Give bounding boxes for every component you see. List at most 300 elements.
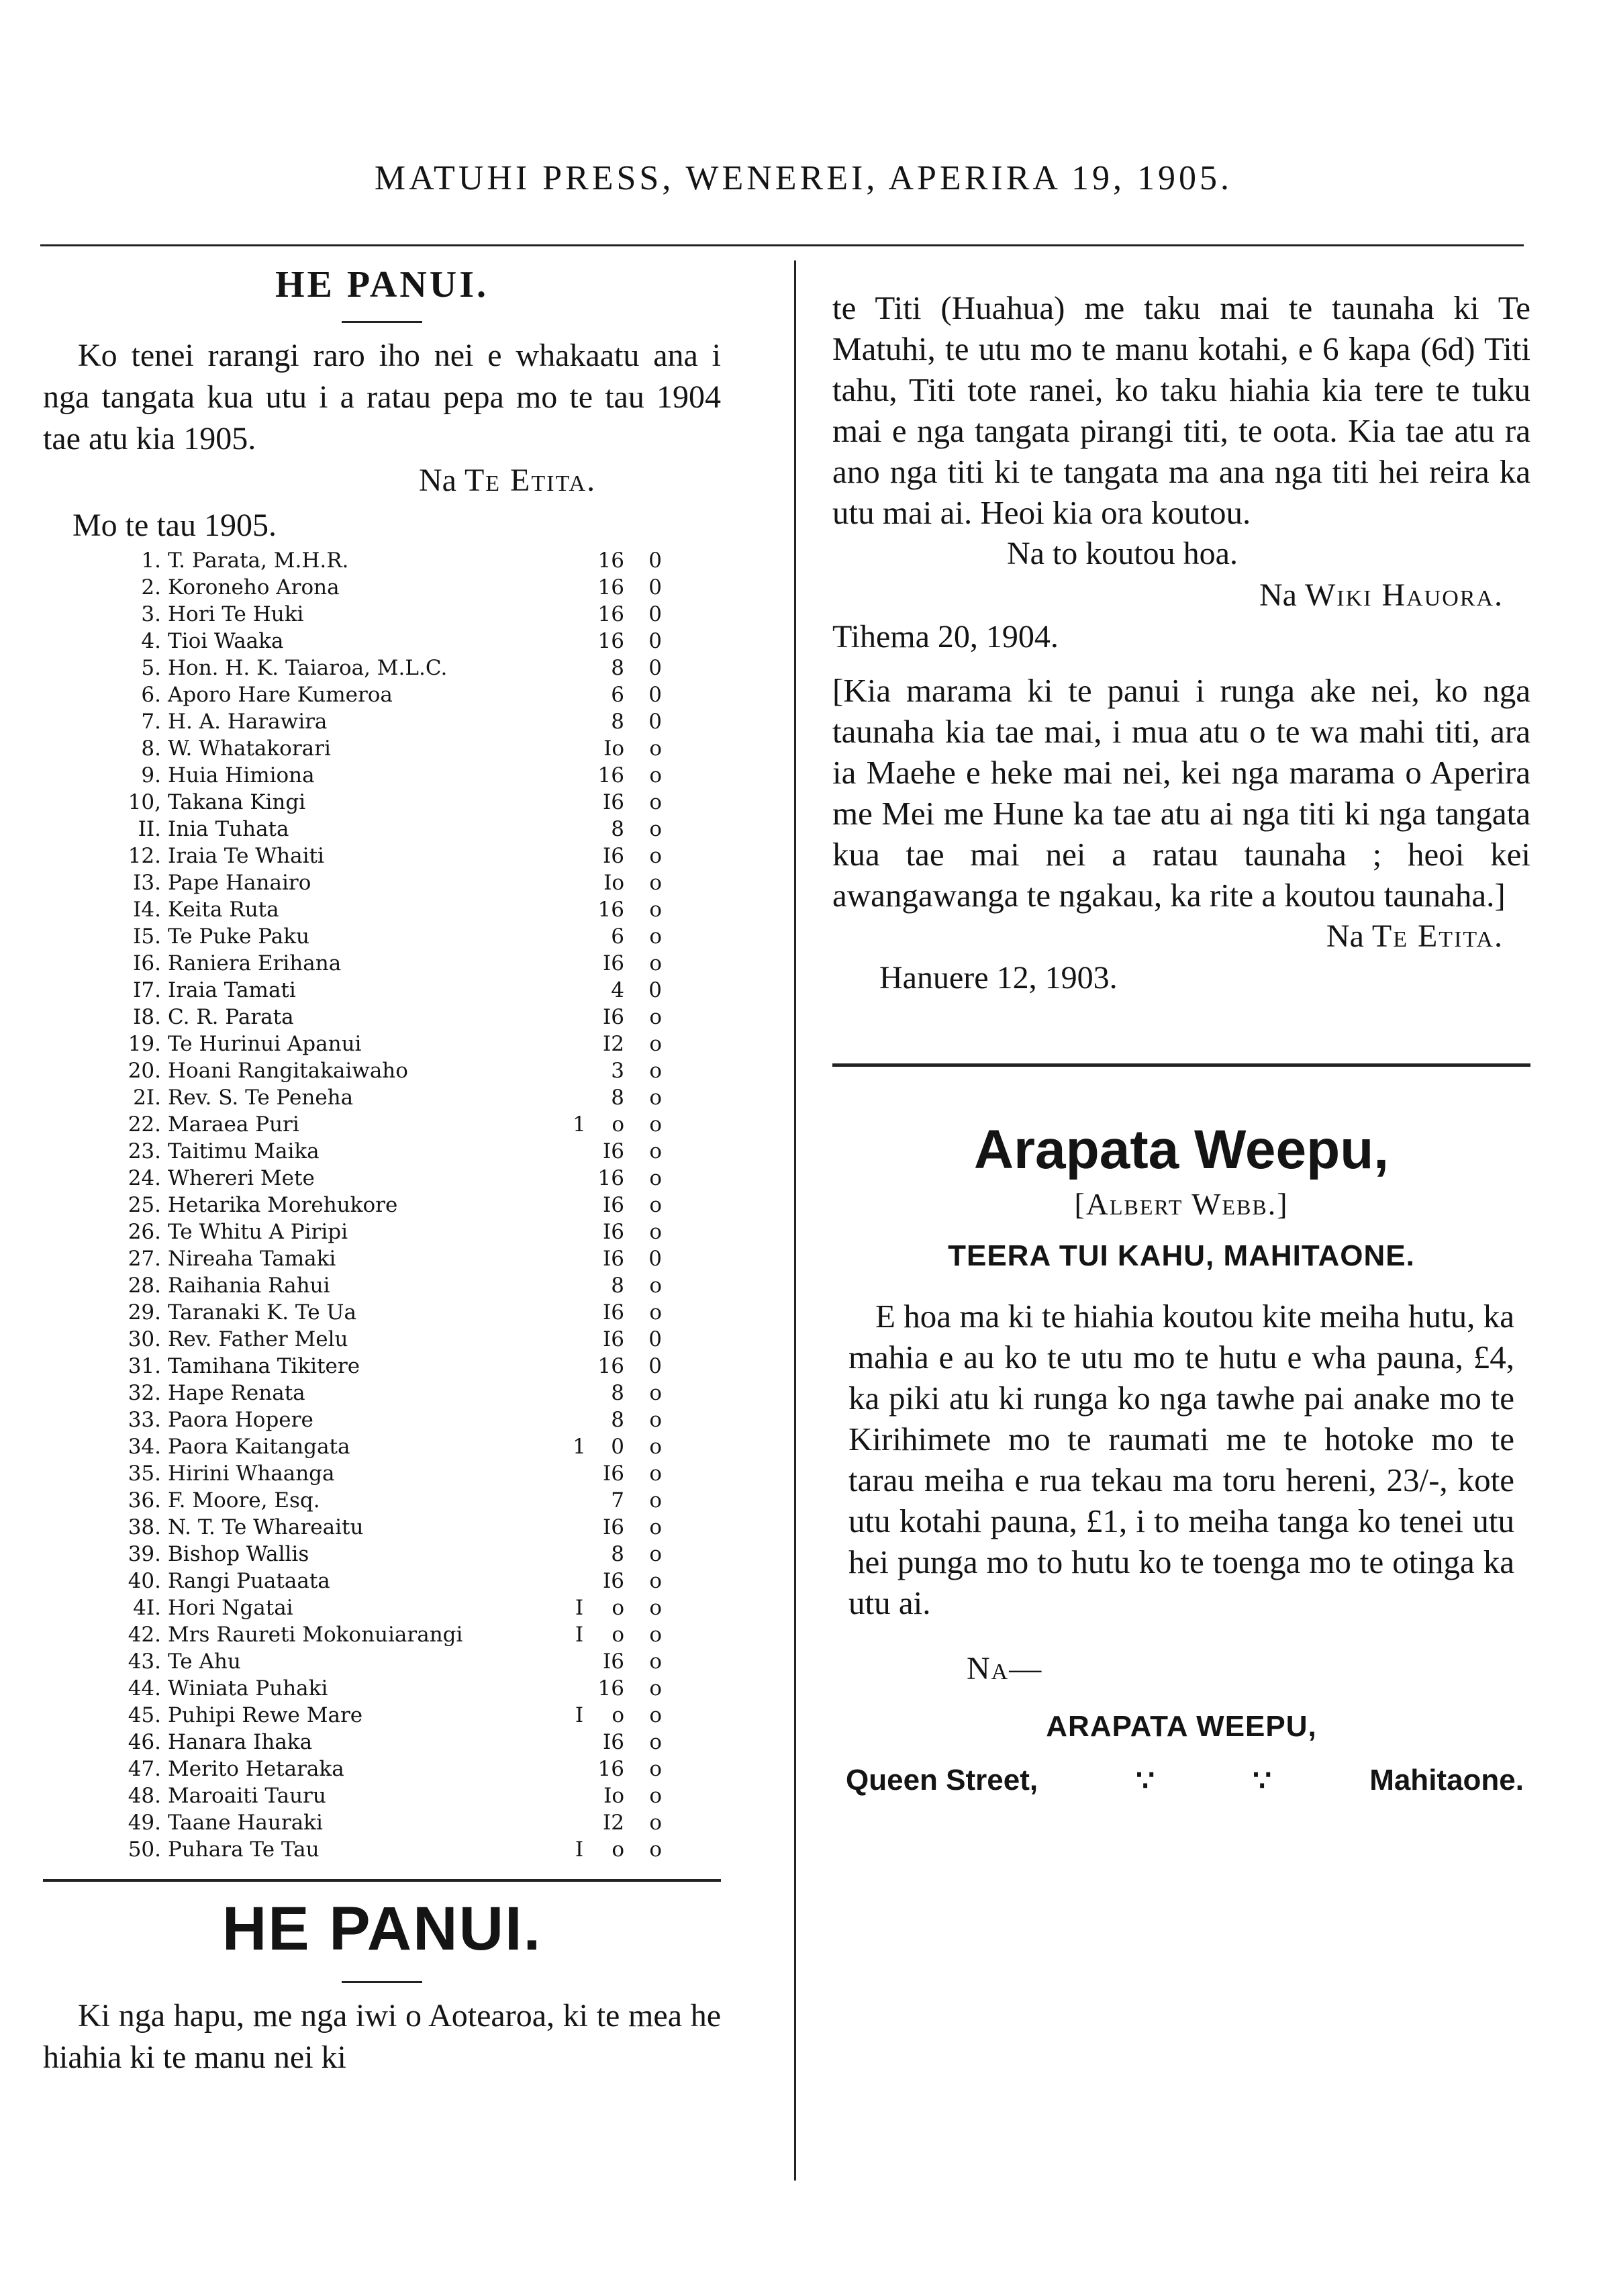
subscriber-pounds xyxy=(568,1487,591,1514)
subscriber-shillings: 16 xyxy=(597,1757,624,1781)
subscriber-shillings: 16 xyxy=(597,1354,624,1378)
subscriber-pounds xyxy=(568,789,591,816)
subscriber-name: Tamihana Tikitere xyxy=(168,1354,360,1378)
year-heading: Mo te tau 1905. xyxy=(72,508,277,543)
subscriber-pence: o xyxy=(649,1623,662,1647)
subscriber-number: 38. xyxy=(128,1515,161,1539)
subscriber-number: 46. xyxy=(128,1730,161,1754)
notice-signoff xyxy=(419,460,721,501)
subscriber-number: 50. xyxy=(128,1837,161,1862)
subscriber-number: I6. xyxy=(133,951,161,975)
subscriber-name: Whereri Mete xyxy=(168,1166,315,1190)
subscriber-number: 3. xyxy=(141,602,161,626)
subscriber-pence: o xyxy=(649,1059,662,1083)
subscriber-pence: 0 xyxy=(648,629,662,653)
subscriber-row xyxy=(117,735,662,762)
subscriber-pounds: 1 xyxy=(573,1435,586,1459)
subscriber-row xyxy=(117,1514,662,1541)
subscriber-number: 44. xyxy=(128,1676,161,1701)
subscriber-name: Paora Kaitangata xyxy=(168,1435,350,1459)
subscriber-shillings: Io xyxy=(603,736,624,761)
subscriber-number: I5. xyxy=(133,924,161,949)
subscriber-pounds xyxy=(568,843,591,869)
subscriber-pence: o xyxy=(649,1542,662,1566)
subscriber-pence: o xyxy=(649,844,662,868)
subscriber-shillings: o xyxy=(612,1112,624,1137)
subscriber-row xyxy=(117,708,662,735)
subscriber-row xyxy=(117,1568,662,1594)
subscriber-number: 47. xyxy=(128,1757,161,1781)
subscriber-name: Iraia Tamati xyxy=(168,978,296,1002)
subscriber-shillings: I6 xyxy=(603,1220,624,1244)
subscriber-shillings: o xyxy=(612,1596,624,1620)
subscriber-number: 32. xyxy=(128,1381,161,1405)
subscriber-pence: o xyxy=(649,1381,662,1405)
subscriber-name: Puhipi Rewe Mare xyxy=(168,1703,363,1727)
subscriber-name: Keita Ruta xyxy=(168,898,279,922)
subscriber-row xyxy=(117,869,662,896)
subscriber-shillings: I6 xyxy=(603,1193,624,1217)
subscriber-shillings: 6 xyxy=(611,683,624,707)
signoff-prefix: Na xyxy=(419,463,456,498)
subscriber-name: Maraea Puri xyxy=(168,1112,299,1137)
subscriber-row xyxy=(117,977,662,1004)
subscriber-pence: o xyxy=(649,1300,662,1325)
subscriber-pounds xyxy=(568,628,591,655)
subscriber-shillings: 3 xyxy=(611,1059,624,1083)
left-column xyxy=(43,263,721,2078)
subscriber-shillings: I6 xyxy=(603,1462,624,1486)
subscriber-name: Rangi Puataata xyxy=(168,1569,330,1593)
masthead: MATUHI PRESS, WENEREI, APERIRA 19, 1905. xyxy=(374,159,1233,197)
subscriber-pence: o xyxy=(649,1166,662,1190)
subscriber-number: 30. xyxy=(128,1327,161,1351)
subscriber-number: 43. xyxy=(128,1649,161,1674)
subscriber-pounds xyxy=(568,1782,591,1809)
subscriber-row xyxy=(117,1353,662,1380)
subscriber-number: 9. xyxy=(141,763,161,787)
subscriber-number: 19. xyxy=(128,1032,161,1056)
subscriber-row xyxy=(117,1675,662,1702)
advert-address xyxy=(846,1764,1524,1798)
notice-body xyxy=(43,335,721,460)
subscriber-pounds xyxy=(568,1299,591,1326)
subscriber-name: Hape Renata xyxy=(168,1381,305,1405)
right-column xyxy=(832,287,1530,1798)
subscriber-shillings: I2 xyxy=(603,1811,624,1835)
subscriber-row xyxy=(117,1084,662,1111)
subscriber-pence: o xyxy=(649,951,662,975)
subscriber-pence: 0 xyxy=(648,1327,662,1351)
subscriber-pounds xyxy=(568,1729,591,1756)
subscriber-number: 34. xyxy=(128,1435,161,1459)
advert-body-text: E hoa ma ki te hiahia koutou kite meiha hutu, ka mahia e au ko te utu mo te hutu e wha pauna, £4, ka piki atu ki runga ko nga tawhe pai anake mo te Kirihimete mo te raumati me te hotoke mo te tarau meiha e rua tekau ma toru hereni, 23/-, kote utu kotahi pauna, £1, i to meiha tanga ko tenei utu hei punga mo to hutu ko te toenga mo te otinga ka utu ai. xyxy=(848,1298,1514,1621)
subscriber-number: 5. xyxy=(141,656,161,680)
subscriber-pence: o xyxy=(649,790,662,814)
subscriber-number: I3. xyxy=(133,871,161,895)
subscriber-name: N. T. Te Whareaitu xyxy=(168,1515,364,1539)
subscriber-pounds: I xyxy=(575,1703,584,1727)
subscriber-name: Merito Hetaraka xyxy=(168,1757,344,1781)
subscriber-row xyxy=(117,896,662,923)
subscriber-pounds xyxy=(568,1084,591,1111)
subscriber-pounds: I xyxy=(575,1837,584,1862)
subscriber-pence: 0 xyxy=(648,656,662,680)
subscriber-row xyxy=(117,1057,662,1084)
subscriber-shillings: 8 xyxy=(611,817,624,841)
subscriber-pence: o xyxy=(649,763,662,787)
subscriber-pounds xyxy=(568,1568,591,1594)
subscriber-pounds xyxy=(568,1218,591,1245)
subscriber-number: 7. xyxy=(141,710,161,734)
subscriber-row xyxy=(117,1648,662,1675)
subscriber-row xyxy=(117,1299,662,1326)
subscriber-pounds xyxy=(568,762,591,789)
advert-street: Queen Street, xyxy=(846,1764,1038,1797)
subscriber-row xyxy=(117,1809,662,1836)
subscriber-pence: o xyxy=(649,1435,662,1459)
subscriber-number: 2I. xyxy=(133,1086,161,1110)
subscriber-pounds xyxy=(568,1326,591,1353)
subscriber-pounds xyxy=(568,681,591,708)
subscriber-row xyxy=(117,762,662,789)
subscriber-pounds xyxy=(568,923,591,950)
subscriber-shillings: Io xyxy=(603,1784,624,1808)
subscriber-row xyxy=(117,1111,662,1138)
subscriber-pence: 0 xyxy=(648,710,662,734)
subscriber-row xyxy=(117,655,662,681)
subscriber-number: 36. xyxy=(128,1488,161,1513)
editor-sign-prefix: Na xyxy=(1326,918,1364,954)
subscriber-shillings: I6 xyxy=(603,844,624,868)
subscriber-number: II. xyxy=(138,817,161,841)
subscriber-row xyxy=(117,1326,662,1353)
subscriber-pence: o xyxy=(649,1837,662,1862)
subscriber-pounds xyxy=(568,896,591,923)
subscriber-pence: o xyxy=(649,1193,662,1217)
subscriber-row xyxy=(117,1460,662,1487)
subscriber-name: Te Hurinui Apanui xyxy=(168,1032,362,1056)
notice2-body xyxy=(43,1995,721,2078)
subscriber-row xyxy=(117,1031,662,1057)
subscriber-number: 24. xyxy=(128,1166,161,1190)
subscriber-number: I7. xyxy=(133,978,161,1002)
closing-line: Na to koutou hoa. xyxy=(1007,536,1238,571)
subscriber-row xyxy=(117,1433,662,1460)
subscriber-number: 8. xyxy=(141,736,161,761)
subscriber-shillings: I6 xyxy=(603,1247,624,1271)
subscriber-pounds xyxy=(568,735,591,762)
subscriber-pence: 0 xyxy=(648,1247,662,1271)
subscriber-pounds xyxy=(568,1460,591,1487)
subscriber-pence: o xyxy=(649,1139,662,1163)
column-divider xyxy=(794,260,796,2181)
subscriber-shillings: I6 xyxy=(603,1569,624,1593)
subscriber-row xyxy=(117,1541,662,1568)
advert-town: Mahitaone. xyxy=(1369,1764,1524,1797)
subscriber-pence: 0 xyxy=(648,575,662,600)
subscriber-row xyxy=(117,1621,662,1648)
subscriber-shillings: I6 xyxy=(603,1005,624,1029)
subscriber-number: 27. xyxy=(128,1247,161,1271)
subscriber-pence: 0 xyxy=(648,683,662,707)
subscriber-number: 10, xyxy=(128,790,161,814)
subscriber-name: Puhara Te Tau xyxy=(168,1837,320,1862)
subscriber-name: Takana Kingi xyxy=(168,790,306,814)
subscriber-number: 45. xyxy=(128,1703,161,1727)
subscriber-pence: 0 xyxy=(648,978,662,1002)
subscriber-name: Bishop Wallis xyxy=(168,1542,309,1566)
subscriber-number: 12. xyxy=(128,844,161,868)
signer-prefix: Na xyxy=(1259,577,1297,613)
subscriber-name: Rev. S. Te Peneha xyxy=(168,1086,354,1110)
subscriber-shillings: 8 xyxy=(611,1381,624,1405)
signoff-name: Te Etita. xyxy=(464,463,597,498)
subscriber-pence: o xyxy=(649,1086,662,1110)
subscriber-shillings: 16 xyxy=(597,602,624,626)
subscriber-shillings: I6 xyxy=(603,1327,624,1351)
subscriber-row xyxy=(117,816,662,843)
subscriber-shillings: 16 xyxy=(597,1166,624,1190)
subscriber-shillings: 16 xyxy=(597,1676,624,1701)
subscriber-number: 2. xyxy=(141,575,161,600)
subscriber-number: 6. xyxy=(141,683,161,707)
subscriber-name: Hanara Ihaka xyxy=(168,1730,313,1754)
subscriber-pounds xyxy=(568,1272,591,1299)
subscriber-pounds xyxy=(568,869,591,896)
subscriber-row xyxy=(117,1218,662,1245)
subscriber-number: 42. xyxy=(128,1623,161,1647)
subscriber-pence: o xyxy=(649,1408,662,1432)
subscriber-pounds xyxy=(568,977,591,1004)
subscriber-pounds xyxy=(568,816,591,843)
subscriber-pence: o xyxy=(649,1005,662,1029)
subscriber-shillings: 7 xyxy=(611,1488,624,1513)
subscriber-name: Tioi Waaka xyxy=(168,629,284,653)
subscriber-pounds xyxy=(568,1031,591,1057)
subscriber-shillings: I6 xyxy=(603,1300,624,1325)
subscriber-pence: o xyxy=(649,1730,662,1754)
subscriber-name: Raniera Erihana xyxy=(168,951,342,975)
subscriber-number: 33. xyxy=(128,1408,161,1432)
subscriber-shillings: I2 xyxy=(603,1032,624,1056)
subscriber-pounds xyxy=(568,1809,591,1836)
subscriber-pounds xyxy=(568,1756,591,1782)
advert-dots-1: ∵ xyxy=(1136,1764,1155,1797)
subscriber-shillings: I6 xyxy=(603,1649,624,1674)
subscriber-row xyxy=(117,1836,662,1863)
date-1: Tihema 20, 1904. xyxy=(832,619,1059,655)
subscriber-shillings: 16 xyxy=(597,575,624,600)
subscriber-pounds xyxy=(568,1192,591,1218)
subscriber-number: I8. xyxy=(133,1005,161,1029)
subscriber-pounds xyxy=(568,1245,591,1272)
subscriber-name: H. A. Harawira xyxy=(168,710,328,734)
subscriber-pounds xyxy=(568,1541,591,1568)
subscriber-name: Pape Hanairo xyxy=(168,871,311,895)
subscriber-pence: 0 xyxy=(648,602,662,626)
subscriber-shillings: 8 xyxy=(611,710,624,734)
short-rule xyxy=(342,321,422,323)
subscriber-row xyxy=(117,1192,662,1218)
subscriber-number: 49. xyxy=(128,1811,161,1835)
top-rule xyxy=(40,244,1524,246)
subscriber-pounds: I xyxy=(575,1623,584,1647)
subscriber-number: 48. xyxy=(128,1784,161,1808)
wiki-signoff xyxy=(832,575,1504,616)
subscriber-name: F. Moore, Esq. xyxy=(168,1488,320,1513)
subscriber-row xyxy=(117,1245,662,1272)
subscriber-name: Nireaha Tamaki xyxy=(168,1247,336,1271)
subscriber-name: Taranaki K. Te Ua xyxy=(168,1300,356,1325)
subscriber-name: W. Whatakorari xyxy=(168,736,331,761)
editor-note: [Kia marama ki te panui i runga ake nei, ko nga taunaha kia tae mai, i mua atu o te wa mahi titi, ara ia Maehe e heke mai nei, kei nga marama o Aperira me Mei me Hune ka tae atu ai nga titi ki nga tangata kua tae mai nei a ratau taunaha ; heoi kei awangawanga te ngakau, ka rite a koutou taunaha.] xyxy=(832,672,1530,914)
continued-notice: te Titi (Huahua) me taku mai te taunaha ki Te Matuhi, te utu mo te manu kotahi, e 6 kapa (6d) Titi tahu, Titi tote ranei, ko taku hiahia kia tere te tuku mai e nga tangata pirangi titi, te oota. Kia tae atu ra ano nga titi ki te tangata ma ana nga titi hei reira ka utu mai ai. Heoi kia ora koutou. xyxy=(832,289,1530,531)
subscriber-pence: o xyxy=(649,1112,662,1137)
notice-heading: HE PANUI. xyxy=(275,264,489,305)
subscriber-name: Taitimu Maika xyxy=(168,1139,320,1163)
subscriber-pounds xyxy=(568,950,591,977)
notice2-heading: HE PANUI. xyxy=(222,1895,542,1963)
subscriber-pence: o xyxy=(649,1569,662,1593)
advert-rule xyxy=(832,1063,1530,1067)
editor-signoff xyxy=(832,916,1504,957)
subscriber-name: C. R. Parata xyxy=(168,1005,294,1029)
subscriber-row xyxy=(117,681,662,708)
subscriber-row xyxy=(117,574,662,601)
subscriber-shillings: I6 xyxy=(603,790,624,814)
section-rule xyxy=(43,1879,721,1882)
advert-na: Na— xyxy=(967,1651,1043,1686)
subscriber-number: 35. xyxy=(128,1462,161,1486)
subscriber-number: I4. xyxy=(133,898,161,922)
subscriber-number: 40. xyxy=(128,1569,161,1593)
subscriber-name: Te Whitu A Piripi xyxy=(168,1220,348,1244)
subscriber-name: Rev. Father Melu xyxy=(168,1327,348,1351)
subscriber-pounds xyxy=(568,1675,591,1702)
subscriber-pence: o xyxy=(649,1220,662,1244)
subscriber-pounds: I xyxy=(575,1596,584,1620)
subscriber-name: Huia Himiona xyxy=(168,763,315,787)
advert-business: TEERA TUI KAHU, MAHITAONE. xyxy=(948,1239,1415,1272)
subscriber-pounds xyxy=(568,1406,591,1433)
subscriber-row xyxy=(117,923,662,950)
subscriber-name: Koroneho Arona xyxy=(168,575,340,600)
subscriber-pence: o xyxy=(649,1811,662,1835)
subscriber-name: Hori Te Huki xyxy=(168,602,304,626)
subscriber-name: T. Parata, M.H.R. xyxy=(168,548,349,573)
subscriber-row xyxy=(117,1165,662,1192)
subscriber-pence: o xyxy=(649,1596,662,1620)
subscriber-shillings: Io xyxy=(603,871,624,895)
subscriber-pence: o xyxy=(649,1757,662,1781)
subscriber-number: 28. xyxy=(128,1274,161,1298)
subscriber-pounds xyxy=(568,1380,591,1406)
subscriber-name: Maroaiti Tauru xyxy=(168,1784,326,1808)
subscriber-pence: o xyxy=(649,1488,662,1513)
subscriber-shillings: I6 xyxy=(603,1139,624,1163)
subscriber-shillings: 16 xyxy=(597,763,624,787)
subscriber-shillings: 0 xyxy=(611,1435,624,1459)
subscriber-shillings: I6 xyxy=(603,1730,624,1754)
subscriber-number: 20. xyxy=(128,1059,161,1083)
subscriber-number: 23. xyxy=(128,1139,161,1163)
subscriber-pounds xyxy=(568,1648,591,1675)
subscriber-shillings: 6 xyxy=(611,924,624,949)
subscriber-number: 1. xyxy=(141,548,161,573)
subscriber-pence: o xyxy=(649,898,662,922)
subscriber-shillings: 4 xyxy=(611,978,624,1002)
subscriber-pence: 0 xyxy=(648,1354,662,1378)
advert-dots-2: ∵ xyxy=(1253,1764,1272,1797)
subscriber-shillings: 8 xyxy=(611,656,624,680)
subscriber-number: 25. xyxy=(128,1193,161,1217)
subscriber-row xyxy=(117,1138,662,1165)
subscriber-pence: o xyxy=(649,1784,662,1808)
subscriber-number: 22. xyxy=(128,1112,161,1137)
subscriber-name: Paora Hopere xyxy=(168,1408,313,1432)
subscriber-shillings: 8 xyxy=(611,1274,624,1298)
advert-signer: ARAPATA WEEPU, xyxy=(1046,1710,1317,1743)
subscriber-name: Aporo Hare Kumeroa xyxy=(168,683,393,707)
subscriber-name: Te Puke Paku xyxy=(168,924,309,949)
subscriber-pence: o xyxy=(649,924,662,949)
subscriber-name: Hirini Whaanga xyxy=(168,1462,335,1486)
subscriber-shillings: o xyxy=(612,1837,624,1862)
subscriber-table xyxy=(117,547,662,1863)
subscriber-row xyxy=(117,1380,662,1406)
subscriber-name: Hetarika Morehukore xyxy=(168,1193,398,1217)
subscriber-name: Mrs Raureti Mokonuiarangi xyxy=(168,1623,463,1647)
subscriber-row xyxy=(117,1272,662,1299)
subscriber-row xyxy=(117,789,662,816)
subscriber-row xyxy=(117,1406,662,1433)
subscriber-row xyxy=(117,1487,662,1514)
notice2-body-text: Ki nga hapu, me nga iwi o Aotearoa, ki te mea he hiahia ki te manu nei ki xyxy=(43,1998,721,2075)
subscriber-name: Te Ahu xyxy=(168,1649,241,1674)
subscriber-shillings: 8 xyxy=(611,1408,624,1432)
subscriber-number: 4. xyxy=(141,629,161,653)
subscriber-number: 29. xyxy=(128,1300,161,1325)
subscriber-pounds xyxy=(568,547,591,574)
subscriber-name: Iraia Te Whaiti xyxy=(168,844,324,868)
subscriber-name: Taane Hauraki xyxy=(168,1811,323,1835)
subscriber-number: 4I. xyxy=(133,1596,161,1620)
subscriber-pence: o xyxy=(649,1462,662,1486)
subscriber-pounds xyxy=(568,1165,591,1192)
subscriber-pence: o xyxy=(649,1032,662,1056)
subscriber-pounds xyxy=(568,1514,591,1541)
subscriber-pence: o xyxy=(649,871,662,895)
subscriber-shillings: 16 xyxy=(597,548,624,573)
advert-body xyxy=(848,1296,1514,1623)
subscriber-row xyxy=(117,547,662,574)
subscriber-pounds xyxy=(568,1138,591,1165)
subscriber-row xyxy=(117,1594,662,1621)
subscriber-row xyxy=(117,843,662,869)
subscriber-row xyxy=(117,1756,662,1782)
subscriber-shillings: o xyxy=(612,1703,624,1727)
subscriber-pounds xyxy=(568,1353,591,1380)
advert-name: Arapata Weepu, xyxy=(973,1119,1390,1180)
subscriber-pounds xyxy=(568,655,591,681)
subscriber-pence: o xyxy=(649,1676,662,1701)
subscriber-pence: o xyxy=(649,817,662,841)
subscriber-pence: o xyxy=(649,1515,662,1539)
subscriber-name: Hori Ngatai xyxy=(168,1596,293,1620)
subscriber-pence: o xyxy=(649,1274,662,1298)
subscriber-pounds xyxy=(568,1004,591,1031)
